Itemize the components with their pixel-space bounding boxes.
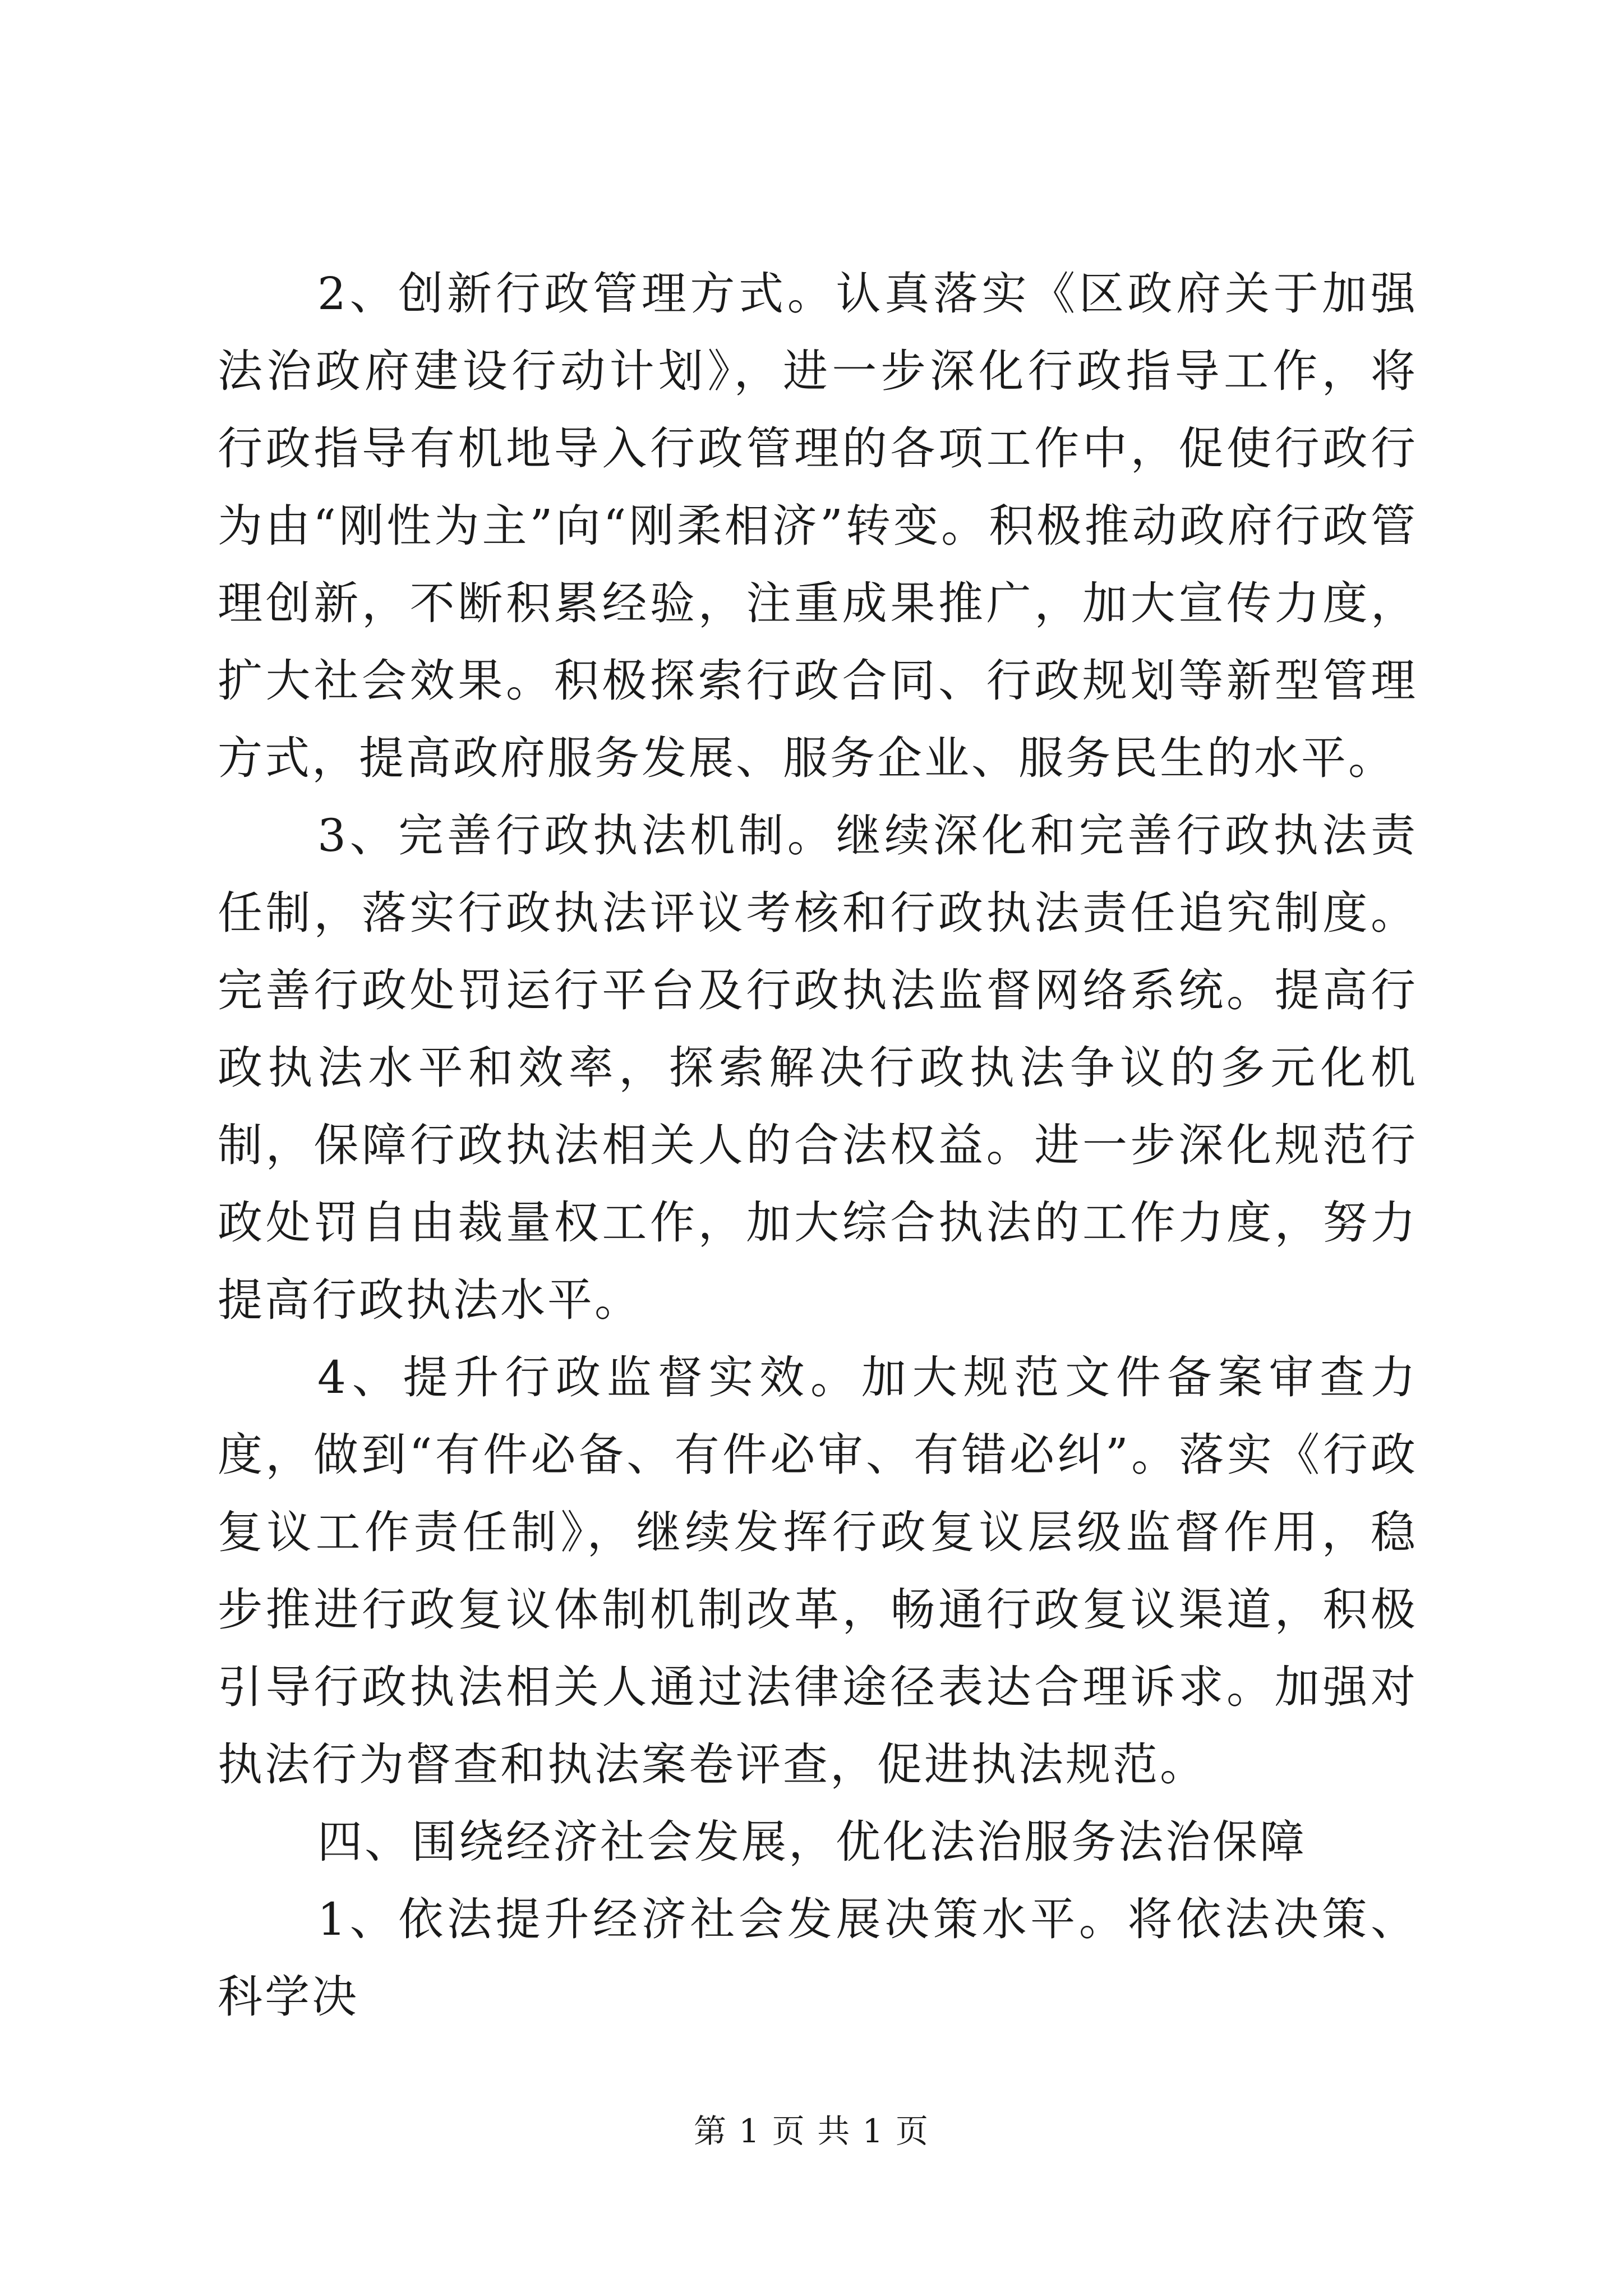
document-body: [218, 255, 1418, 2036]
paragraph-decision-level: 1、依法提升经济社会发展决策水平。将依法决策、科学决: [218, 1893, 1418, 2023]
paragraph-innovate-admin: 2、创新行政管理方式。认真落实《区政府关于加强法治政府建设行动计划》，进一步深化行政指导工作，将行政指导有机地导入行政管理的各项工作中，促使行政行为由“刚性为主”向“刚柔相济”转变。积极推动政府行政管理创新，不断积累经验，注重成果推广，加大宣传力度，扩大社会效果。积极探索行政合同、行政规划等新型管理方式，提高政府服务发展、服务企业、服务民生的水平。: [218, 268, 1418, 784]
section-heading: 四、围绕经济社会发展，优化法治服务法治保障: [317, 1816, 1307, 1868]
paragraph-enforcement-mechanism: 3、完善行政执法机制。继续深化和完善行政执法责任制，落实行政执法评议考核和行政执法责任追究制度。完善行政处罚运行平台及行政执法监督网络系统。提高行政执法水平和效率，探索解决行政执法争议的多元化机制，保障行政执法相关人的合法权益。进一步深化规范行政处罚自由裁量权工作，加大综合执法的工作力度，努力提高行政执法水平。: [218, 809, 1418, 1326]
paragraph-supervision: 4、提升行政监督实效。加大规范文件备案审查力度，做到“有件必备、有件必审、有错必纠”。落实《行政复议工作责任制》，继续发挥行政复议层级监督作用，稳步推进行政复议体制机制改革，畅通行政复议渠道，积极引导行政执法相关人通过法律途径表达合理诉求。加强对执法行为督查和执法案卷评查，促进执法规范。: [218, 1351, 1418, 1791]
page-footer: 第 1 页 共 1 页: [694, 2112, 929, 2150]
